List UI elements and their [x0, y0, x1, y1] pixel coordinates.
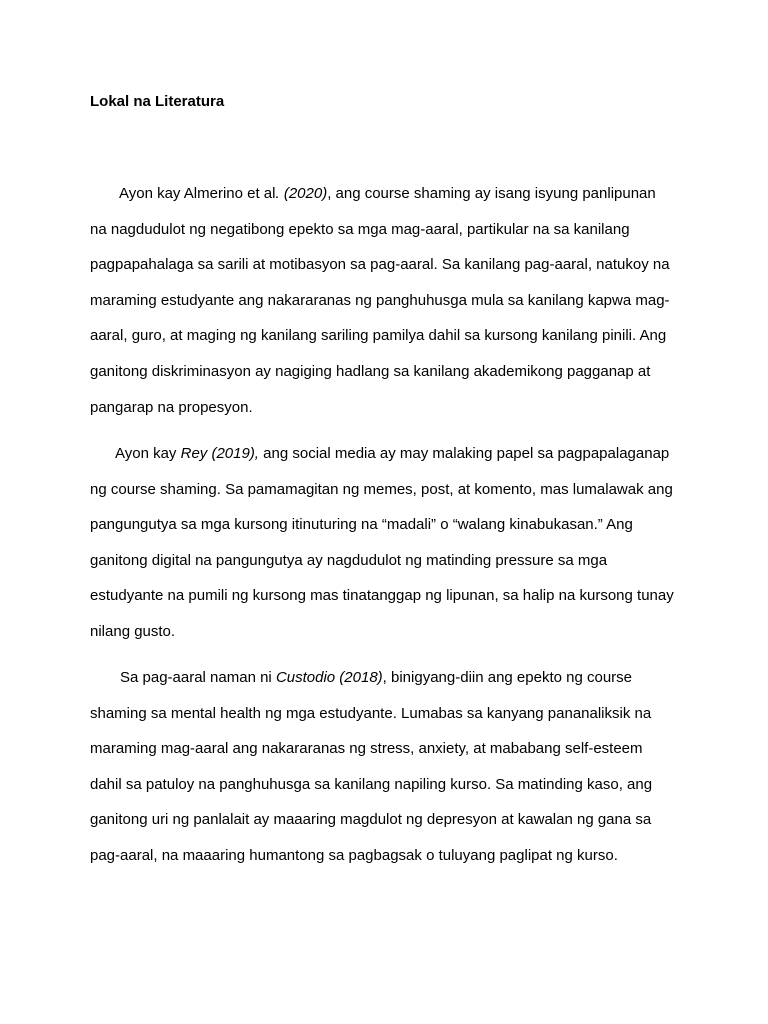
line-text: , ang course shaming ay isang isyung panlipunan — [327, 185, 656, 202]
paragraph-line: ng course shaming. Sa pamamagitan ng memes, post, at komento, mas lumalawak ang — [90, 480, 673, 498]
paragraph-line: pagpapahalaga sa sarili at motibasyon sa pag-aaral. Sa kanilang pag-aaral, natukoy na — [90, 256, 670, 274]
paragraph-almerino — [90, 185, 690, 434]
paragraph-line: ganitong digital na pangungutya ay nagdudulot ng matinding pressure sa mga — [90, 551, 608, 569]
paragraph-line: shaming sa mental health ng mga estudyante. Lumabas sa kanyang pananaliksik na — [90, 704, 652, 722]
paragraph-rey — [90, 445, 690, 659]
paragraph-line: ganitong diskriminasyon ay nagiging hadlang sa kanilang akademikong pagganap at — [90, 362, 651, 380]
paragraph-line: maraming estudyante ang nakararanas ng panghuhusga mula sa kanilang kapwa mag- — [90, 291, 670, 309]
paragraph-line — [90, 669, 690, 705]
paragraph-line: dahil sa patuloy na panghuhusga sa kanilang napiling kurso. Sa matinding kaso, ang — [90, 775, 653, 793]
line-text: Ayon kay — [115, 445, 181, 462]
paragraph-line: maraming mag-aaral ang nakararanas ng stress, anxiety, at mababang self-esteem — [90, 740, 643, 758]
paragraph-line — [90, 445, 690, 481]
paragraph-line: aaral, guro, at maging ng kanilang sariling pamilya dahil sa kursong kanilang pinili. Ang — [90, 327, 667, 345]
paragraph-line — [90, 185, 690, 221]
line-text: ang social media ay may malaking papel sa pagpapalaganap — [258, 445, 670, 462]
citation-year: (2020) — [283, 185, 328, 202]
paragraph-line: ganitong uri ng panlalait ay maaaring magdulot ng depresyon at kawalan ng gana sa — [90, 811, 652, 829]
citation: Custodio (2018) — [275, 669, 383, 686]
paragraph-line: pangungutya sa mga kursong itinuturing na “madali” o “walang kinabukasan.” Ang — [90, 516, 633, 534]
paragraph-custodio — [90, 669, 690, 883]
citation-period: . — [275, 185, 284, 202]
line-text: Sa pag-aaral naman ni — [120, 669, 276, 686]
citation: Rey (2019), — [180, 445, 259, 462]
section-heading: Lokal na Literatura — [90, 93, 225, 110]
paragraph-line: pag-aaral, na maaaring humantong sa pagbagsak o tuluyang paglipat ng kurso. — [90, 846, 618, 864]
paragraph-line: na nagdudulot ng negatibong epekto sa mga mag-aaral, partikular na sa kanilang — [90, 220, 630, 238]
line-text: , binigyang-diin ang epekto ng course — [382, 669, 633, 686]
paragraph-line: nilang gusto. — [90, 622, 176, 640]
paragraph-line: pangarap na propesyon. — [90, 398, 253, 416]
paragraph-line: estudyante na pumili ng kursong mas tinatanggap ng lipunan, sa halip na kursong tunay — [90, 587, 674, 605]
citation-author: Ayon kay Almerino et al — [119, 185, 276, 202]
